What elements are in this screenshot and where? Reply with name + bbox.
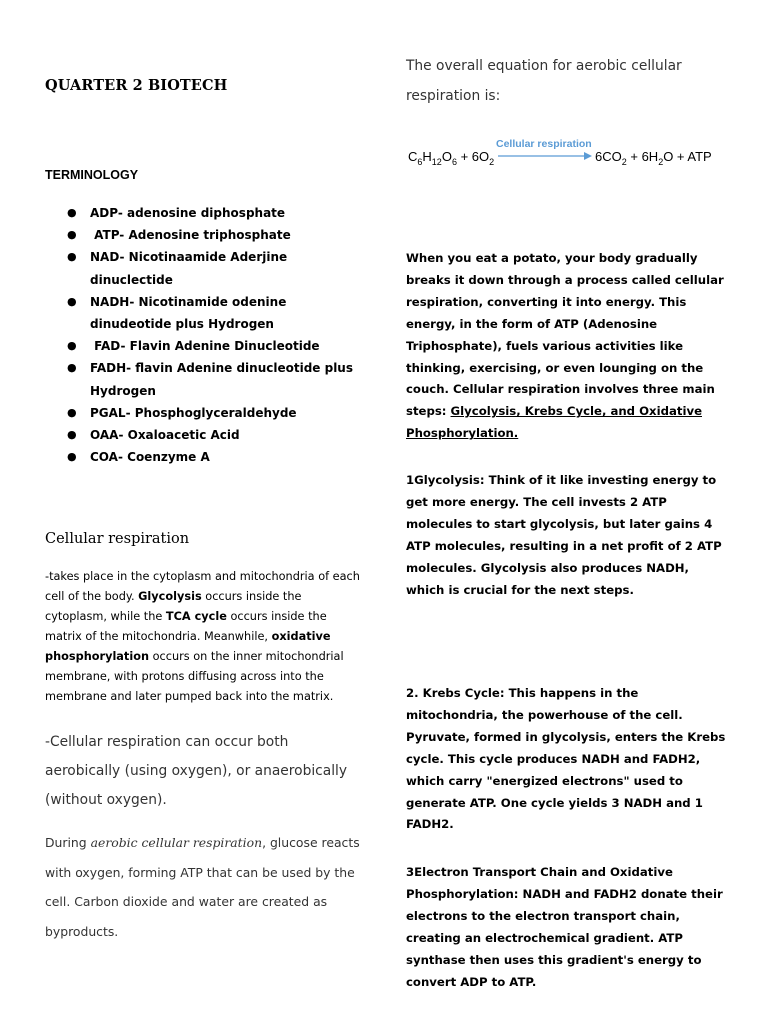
bullet-icon: ● [67,250,77,264]
list-item [45,224,365,246]
equation-intro: The overall equation for aerobic cellular respiration is: [406,58,682,104]
term-text: PGAL- Phosphoglyceraldehyde [90,405,297,420]
term-text: COA- Coenzyme A [90,450,210,465]
para-text: , glucose reacts with oxygen, forming ATP that can be used by the cell. Carbon dioxide and water are created as byproducts. [45,835,360,939]
respiration-equation [406,130,736,178]
para-text: occurs inside the matrix of the mitochondria. Meanwhile, [45,610,327,643]
reactants: $C_6H_{12}O_6 + 6O_2$ [408,149,495,167]
bullet-icon: ● [67,228,77,242]
list-item [45,202,365,224]
term-text: NAD- Nicotinaamide Aderjine dinuclectide [90,250,288,287]
terminology-heading: TERMINOLOGY [45,168,139,182]
potato-paragraph [406,248,728,445]
products: $6CO_2 + 6H_2O$ + ATP [595,149,712,167]
arrow-head-icon [584,152,592,160]
glycolysis-paragraph: 1Glycolysis: Think of it like investing energy to get more energy. The cell invests 2 ATP molecules to start glycolysis, but later gains 4 ATP molecules, resulting in a net profit of 2 ATP molecules. Glycolysis also produces NADH, which is crucial for the next steps. [406,473,722,597]
list-item [45,402,365,424]
term-text: ATP- Adenosine triphosphate [90,228,291,243]
term-text: FAD- Flavin Adenine Dinucleotide [90,339,320,354]
krebs-paragraph: 2. Krebs Cycle: This happens in the mitochondria, the powerhouse of the cell. Pyruvate, formed in glycolysis, enters the Krebs cycle. This cycle produces NADH and FADH2, which carry "energized electrons" used to generate ATP. One cycle yields 3 NADH and 1 FADH2. [406,686,726,832]
para-text: occurs on the inner mitochondrial membrane, with protons diffusing across into the membrane and later pumped back into the matrix. [45,650,344,703]
para-text: During [45,835,91,850]
list-item [45,246,365,290]
list-item [45,357,365,401]
list-item [45,291,365,335]
etc-paragraph: 3Electron Transport Chain and Oxidative Phosphorylation: NADH and FADH2 donate their electrons to the electron transport chain, creating an electrochemical gradient. ATP synthase then uses this gradient's energy to convert ADP to ATP. [406,865,723,989]
bullet-icon: ● [67,450,77,464]
cellular-respiration-paragraph [45,567,360,707]
term-oxidative-phosphorylation: oxidative phosphorylation [45,630,331,663]
para-text: -takes place in the cytoplasm and mitochondria of each cell of the body. [45,570,360,603]
list-item [45,446,365,468]
bullet-icon: ● [67,405,77,419]
term-tca-cycle: TCA cycle [165,610,227,623]
bullet-icon: ● [67,339,77,353]
terminology-list [45,202,365,468]
bullet-icon: ● [67,206,77,219]
list-item [45,424,365,446]
aerobic-anaerobic-paragraph: -Cellular respiration can occur both aerobically (using oxygen), or anaerobically (without oxygen). [45,734,348,808]
three-steps-underlined: Glycolysis, Krebs Cycle, and Oxidative Phosphorylation. [406,404,702,441]
document-title: QUARTER 2 BIOTECH [45,77,228,94]
bullet-icon: ● [67,294,77,308]
bullet-icon: ● [67,361,77,375]
term-glycolysis: Glycolysis [138,590,202,603]
term-text: OAA- Oxaloacetic Acid [90,428,240,443]
para-text: occurs inside the cytoplasm, while the [45,590,302,623]
bullet-icon: ● [67,428,77,442]
term-text: FADH- flavin Adenine dinucleotide plus Hydrogen [90,361,353,398]
aerobic-respiration-paragraph [45,828,365,946]
para-text: When you eat a potato, your body gradually breaks it down through a process called cellular respiration, converting it into energy. This energy, in the form of ATP (Adenosine Triphosphate), fuels various activities like thinking, exercising, or even lounging on the couch. Cellular respiration involves three main steps: [406,251,724,419]
term-text: NADH- Nicotinamide odenine dinudeotide plus Hydrogen [90,294,287,332]
list-item [45,335,365,357]
cellular-respiration-heading: Cellular respiration [45,531,190,547]
term-text: ADP- adenosine diphosphate [90,206,286,220]
arrow-label: Cellular respiration [496,138,592,150]
italic-term: aerobic cellular respiration [90,835,263,850]
